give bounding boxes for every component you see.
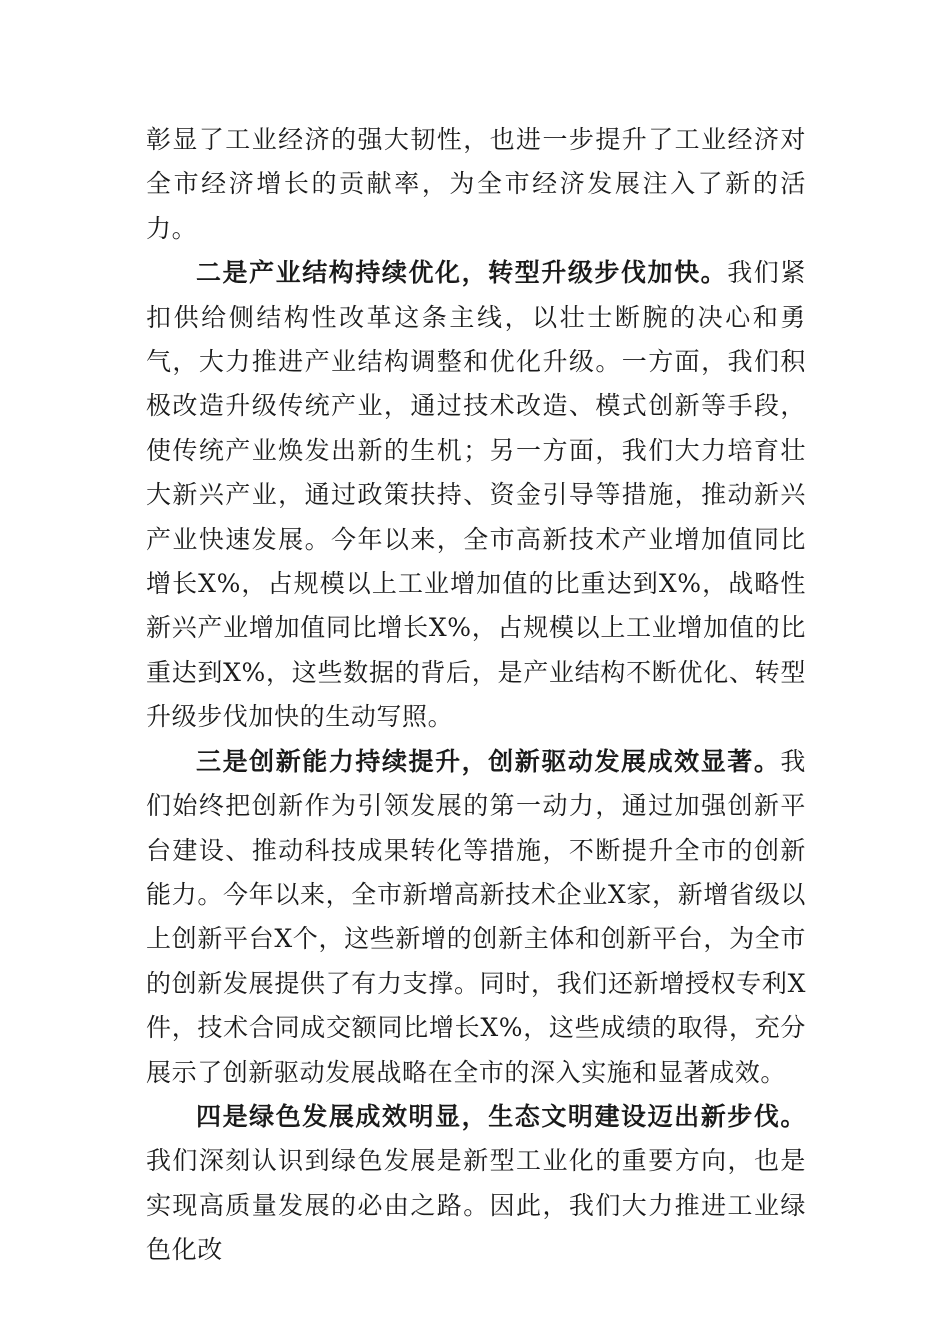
paragraph-2-body: 我们紧扣供给侧结构性改革这条主线，以壮士断腕的决心和勇气，大力推进产业结构调整和优化升级。一方面，我们积极改造升级传统产业，通过技术改造、模式创新等手段，使传统产业焕发出新的生机；另一方面，我们大力培育壮大新兴产业，通过政策扶持、资金引导等措施，推动新兴产业快速发展。今年以来，全市高新技术产业增加值同比增长X%，占规模以上工业增加值的比重达到X%，战略性新兴产业增加值同比增长X%，占规模以上工业增加值的比重达到X%，这些数据的背后，是产业结构不断优化、转型升级步伐加快的生动写照。 — [146, 258, 806, 732]
paragraph-3 — [146, 740, 806, 1095]
paragraph-1-body: 彰显了工业经济的强大韧性，也进一步提升了工业经济对全市经济增长的贡献率，为全市经济发展注入了新的活力。 — [146, 125, 806, 243]
paragraph-2 — [146, 251, 806, 739]
paragraph-4-lead: 四是绿色发展成效明显，生态文明建设迈出新步伐。 — [196, 1101, 806, 1131]
paragraph-3-body: 我们始终把创新作为引领发展的第一动力，通过加强创新平台建设、推动科技成果转化等措施，不断提升全市的创新能力。今年以来，全市新增高新技术企业X家，新增省级以上创新平台X个，这些新增的创新主体和创新平台，为全市的创新发展提供了有力支撑。同时，我们还新增授权专利X件，技术合同成交额同比增长X%，这些成绩的取得，充分展示了创新驱动发展战略在全市的深入实施和显著成效。 — [146, 746, 806, 1087]
paragraph-4 — [146, 1095, 806, 1273]
paragraph-4-body: 我们深刻认识到绿色发展是新型工业化的重要方向，也是实现高质量发展的必由之路。因此，我们大力推进工业绿色化改 — [146, 1146, 806, 1265]
paragraph-3-lead: 三是创新能力持续提升，创新驱动发展成效显著。 — [196, 746, 781, 776]
paragraph-1 — [146, 118, 806, 251]
paragraph-2-lead: 二是产业结构持续优化，转型升级步伐加快。 — [196, 258, 728, 288]
document-page — [146, 118, 806, 1273]
